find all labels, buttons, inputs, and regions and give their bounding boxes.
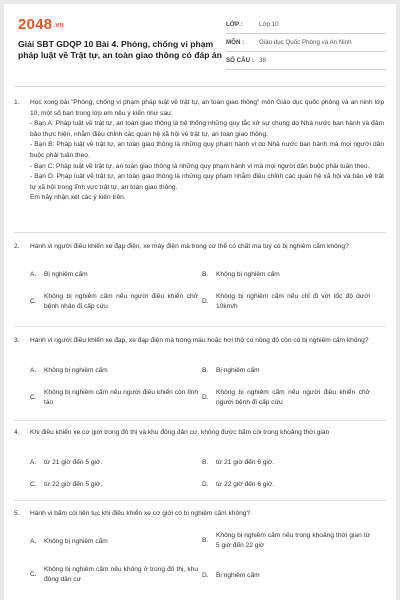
option-text: Bị nghiêm cấm — [44, 271, 88, 278]
question-text: Hành vi người điều khiển xe đạp, xe đạp điện mà trong máu hoặc hơi thở có nồng độ cồn có bị nghiêm cấm không? — [30, 337, 369, 344]
question-line: - Bạn B: Pháp luật về trật tự, an toàn giao thông là những quy phạm hành vi do Nhà nước ban hành mà mọi người dân buộc phải tuân theo. — [30, 141, 384, 159]
option-b[interactable] — [202, 366, 370, 376]
option-text: Không bị nghiêm cấm nếu chỉ đi với tốc độ dưới 10km/h — [216, 293, 370, 311]
option-d[interactable] — [202, 565, 370, 587]
question-line: Em hãy nhận xét các ý kiến trên. — [30, 194, 126, 202]
document-meta — [226, 16, 386, 70]
option-label: B. — [202, 459, 209, 466]
question-divider — [14, 420, 386, 421]
question-text — [30, 98, 384, 204]
option-d[interactable] — [202, 480, 370, 490]
question-number: 2. — [14, 243, 20, 250]
meta-key: LỚP : — [226, 21, 243, 28]
document-title: Giải SBT GDQP 10 Bài 4. Phòng, chống vi phạm pháp luật về Trật tự, an toàn giao thông có đáp án — [18, 39, 222, 60]
question-2 — [14, 242, 384, 253]
option-text: Không bị nghiêm cấm nếu người điều khiển chở người bệnh đi cấp cứu — [216, 389, 370, 407]
option-text: từ 21 giờ đến 6 giờ. — [216, 459, 275, 466]
logo-suffix: .vn — [53, 22, 64, 29]
option-label: D. — [202, 298, 209, 306]
option-d[interactable] — [202, 388, 370, 409]
option-label: B. — [202, 271, 209, 278]
option-a[interactable] — [30, 270, 198, 280]
meta-row-count — [226, 52, 386, 70]
option-label: D. — [202, 394, 209, 402]
option-text: từ 22 giờ đến 6 giờ. — [216, 481, 275, 488]
option-c[interactable] — [30, 388, 198, 409]
question-divider — [14, 232, 386, 233]
option-label: A. — [30, 271, 37, 278]
option-text: Không bị nghiêm cấm nếu không ở trong đô thị, khu đông dân cư — [44, 566, 198, 584]
document-header — [4, 4, 396, 84]
option-text: Không bị nghiêm cấm — [44, 367, 108, 374]
option-text: Không bị nghiêm cấm — [44, 537, 108, 545]
meta-row-subject — [226, 34, 386, 52]
option-label: C. — [30, 481, 37, 488]
option-a[interactable] — [30, 366, 198, 376]
question-line: Học xong bài "Phòng, chống vi phạm pháp luật về trật tự, an toàn giao thông" môn Giáo dục quốc phòng và an ninh lớp 10, một số bạn trong lớp em nêu ý kiến như sau: — [30, 99, 384, 117]
option-label: A. — [30, 459, 37, 466]
option-b[interactable] — [202, 270, 370, 280]
option-label: C. — [30, 298, 37, 306]
question-number: 4. — [14, 429, 20, 436]
meta-key: MÔN : — [226, 39, 245, 46]
question-number: 5. — [14, 510, 20, 517]
question-line: - Bạn D: Pháp luật về trật tự, an toàn giao thông là những quy phạm nhằm điều chỉnh các quan hệ xã hội và bảo vệ trật tự xã hội trong lĩnh vực trật tự, an toàn giao thông. — [30, 173, 384, 191]
meta-value: Lớp 10 — [259, 21, 279, 28]
site-logo[interactable] — [18, 16, 64, 33]
document-page — [4, 4, 396, 600]
option-label: D. — [202, 481, 209, 488]
option-b[interactable] — [202, 531, 370, 552]
option-label: A. — [30, 537, 37, 545]
option-label: C. — [30, 571, 37, 579]
header-divider — [14, 86, 386, 87]
option-label: B. — [202, 367, 209, 374]
logo-text: 2048 — [18, 16, 53, 33]
question-divider — [14, 326, 386, 327]
question-text: Hành vi bấm còi liên tục khi điều khiển xe cơ giới có bị nghiêm cấm không? — [30, 510, 251, 517]
option-text: Không bị nghiêm cấm nếu trong khoảng thời gian từ 5 giờ đến 22 giờ — [216, 532, 370, 550]
question-line: - Bạn A: Pháp luật về trật tự, an toàn giao thông là hệ thống những quy tắc xử sự chung do Nhà nước ban hành và đảm bảo thực hiện, nhằm điều chỉnh các quan hệ xã hội về trật tự, an toàn giao thông. — [30, 120, 384, 138]
question-1 — [14, 98, 384, 204]
option-text: Bị nghiêm cấm — [216, 571, 260, 579]
question-divider — [14, 500, 386, 501]
option-text: Bị nghiêm cấm — [216, 367, 260, 374]
option-a[interactable] — [30, 458, 198, 468]
meta-value: Giáo dục Quốc Phòng và An Ninh — [259, 39, 352, 46]
option-c[interactable] — [30, 565, 198, 586]
option-text: Không bị nghiêm cấm nếu người điều khiển chở bệnh nhân đi cấp cứu — [44, 293, 198, 311]
option-label: A. — [30, 367, 37, 374]
meta-key: SỐ CÂU : — [226, 57, 254, 64]
option-a[interactable] — [30, 531, 198, 553]
option-text: từ 21 giờ đến 5 giờ. — [44, 459, 103, 466]
question-5 — [14, 509, 384, 520]
question-text: Hành vi người điều khiển xe đạp điện, xe máy điện mà trong cơ thể có chất ma tuý có bị nghiêm cấm không? — [30, 243, 349, 250]
option-text: Không bị nghiêm cấm — [216, 271, 280, 278]
question-line: - Bạn C: Pháp luật về trật tự, an toàn giao thông là những quy phạm hành vi mà mọi người dân buộc phải tuân theo. — [30, 162, 370, 170]
option-text: Không bị nghiêm cấm nếu người điều khiển còn tỉnh táo — [44, 389, 198, 407]
meta-row-class — [226, 16, 386, 34]
meta-value: 38 — [259, 57, 266, 64]
option-c[interactable] — [30, 480, 198, 490]
option-text: từ 22 giờ đến 5 giờ. — [44, 481, 103, 488]
option-label: D. — [202, 571, 209, 579]
question-text: Khi điều khiển xe cơ giới trong đô thị và khu đông dân cư, không được bấm còi trong khoảng thời gian — [30, 429, 330, 436]
question-3 — [14, 336, 384, 347]
question-4 — [14, 428, 384, 439]
option-c[interactable] — [30, 292, 198, 313]
option-b[interactable] — [202, 458, 370, 468]
question-number: 3. — [14, 337, 20, 344]
option-label: C. — [30, 394, 37, 402]
option-d[interactable] — [202, 292, 370, 313]
question-number: 1. — [14, 99, 20, 106]
option-label: B. — [202, 537, 209, 545]
